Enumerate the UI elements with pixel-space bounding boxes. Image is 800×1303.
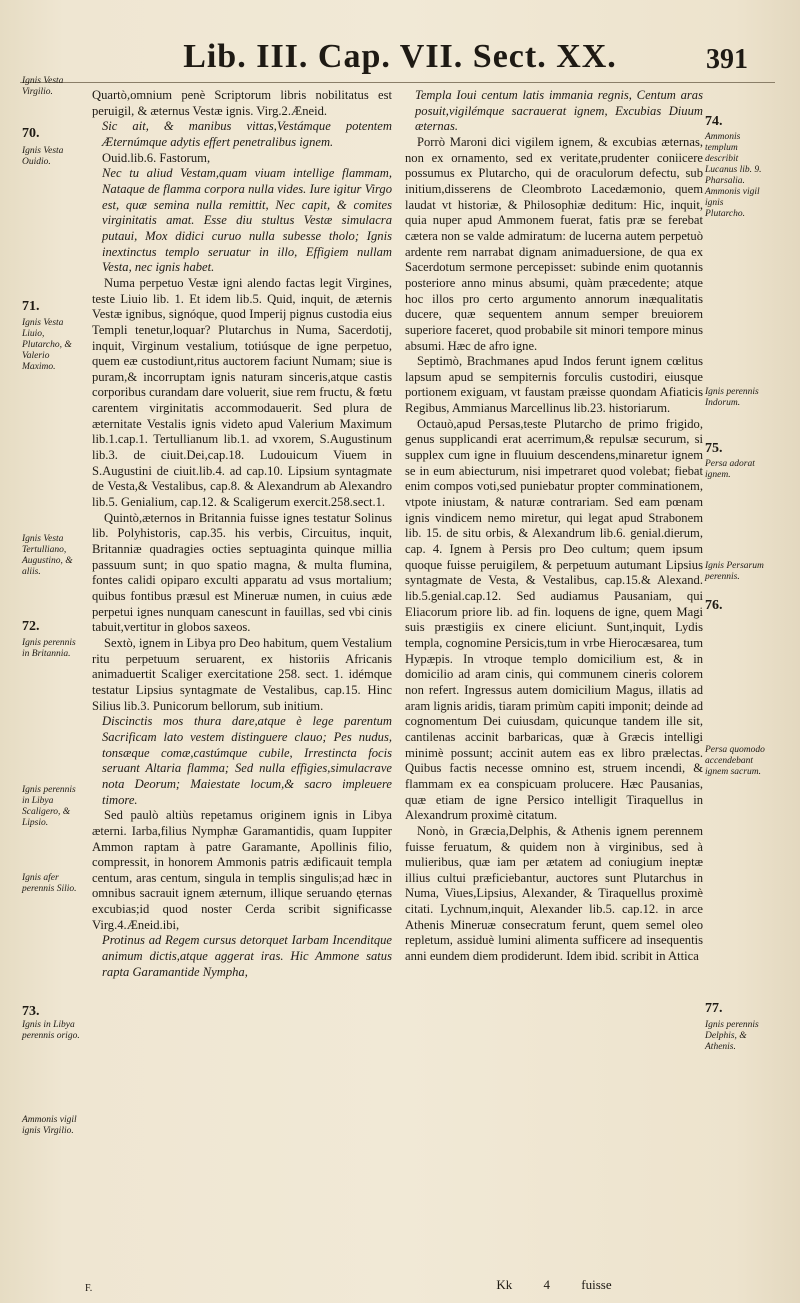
paragraph: Octauò,apud Persas,teste Plutarcho de primo frigido, genus supplicandi erat acerrimum,& repulsæ securum, si supplex cum igne in fluuium descendens,minaretur ignem se in eum abiecturum, nisi impetraret quod volebat; fiebat enim compos voti,sed puniebatur propter comminationem, vtpote iniustam, & naturæ contrariam. Sed eam pœnam ignis vindicem nemo miretur, qui legat apud Strabonem lib. 15. de situ orbis, & Alexandrum lib.6. genial.dierum, cap. 4. Ignem à Persis pro Deo cultum; quem ipsum quoque fuisse peruigilem, & perpetuum autumant Lipsius syntagmate de Vesta, & Vestalibus, cap.15.& Alexand. lib.5.genial.cap.12. Sed audiamus Pausaniam, qui Eliacorum priore lib. ad fin. loquens de igne, quem Magi suis præstigiis ex cinere eliciunt. Sunt,inquit, Lydis templa, cognomine Persicis,tum in vrbe Hierocæsarea, tum Hypæpis. In vtroque templo domicilium est, & in domicilio ad aram cinis, qui communem cineris colorem non refert. Ingressus autem domicilium Magus, illatis ad aram lignis aridis, tiaram primùm capiti imponit; deinde ad cognomentum Dei cuiusdam, quicunque tandem ille sit, cantilenas accinit barbaricas, quæ à Græcis intelligi minimè possunt; accinit autem eas ex libro prælectas. Quibus factis necesse omnino est, struem incendi, & flammam ex ea conspicuam prolucere. Hæc Pausanias, quæ etiam de igne Persico intelligit Tiraquellus in Alexandrum proximè citatum. bbox=[405, 416, 703, 823]
verse-quote: Sic ait, & manibus vittas,Vestámque potentem Æternúmque adytis effert penetralibus ignem. bbox=[102, 119, 392, 149]
margin-section-number: 73. bbox=[22, 1004, 40, 1019]
margin-note: Persa adorat ignem. bbox=[705, 459, 755, 480]
paragraph: Septimò, Brachmanes apud Indos ferunt ignem cœlitus lapsum apud se sempiternis forculis custodiri, eiusque portionem exiguam, vt faustam præisse quondam Afiaticis Regibus, Ammianus Marcellinus lib.23. historiarum. bbox=[405, 354, 703, 416]
margin-section-number: 76. bbox=[705, 598, 723, 613]
paragraph: Ouid.lib.6. Fastorum, bbox=[102, 150, 211, 165]
margin-note: Ignis perennis Delphis, & Athenis. bbox=[705, 1020, 759, 1052]
margin-note: Ignis afer perennis Silio. bbox=[22, 873, 77, 894]
verse-quote: Templa Ioui centum latis immania regnis, Centum aras posuit,vigilémque sacrauerat ignem, Excubias Diuum æternas. bbox=[415, 88, 703, 134]
header-rule bbox=[20, 82, 775, 83]
margin-note: Ignis perennis Indorum. bbox=[705, 387, 759, 408]
running-title: Lib. III. Cap. VII. Sect. XX. bbox=[183, 38, 617, 75]
signature-mark: Kk bbox=[496, 1277, 513, 1292]
verse-quote: Nec tu aliud Vestam,quam viuam intellige flammam, Nataque de flamma corpora nulla vides. Iure igitur Virgo est, quæ semina nulla remittit, Nec capit, & comites virginitatis amat. Esse diu stultus Vestæ simulacra putaui, Mox didici curuo nulla subesse tholo; Ignis inextinctus templo seruatur in illo, Effigiem nullam Vesta, nec ignis habet. bbox=[102, 166, 392, 275]
margin-note: Ignis in Libya perennis origo. bbox=[22, 1020, 80, 1041]
margin-section-number: 71. bbox=[22, 299, 40, 314]
paragraph: Sextò, ignem in Libya pro Deo habitum, quem Vestalium ritu perpetuum seruarent, ex historiis Africanis animaduertit Scaliger exercitatione 258. sect. 1. idémque testatur Lipsius syntagmate de Vestalibus, cap.15. Hinc Silius lib.3. Punicorum bellorum, sub initium. bbox=[92, 635, 392, 713]
margin-note: Ammonis vigil ignis Virgilio. bbox=[22, 1115, 77, 1136]
right-text-column bbox=[405, 88, 703, 965]
verse-quote: Discinctis mos thura dare,atque è lege parentum Sacrificam lato vestem distinguere clauo; Pes nudus, tonsæque comæ,castúmque cubile, Irrestincta focis seruant Altaria flamma; Sed nulla effigies,simulacrave nota Deorum; Maiestate locum,& sacro impleuere timore. bbox=[102, 714, 392, 807]
paragraph: Numa perpetuo Vestæ igni alendo factas legit Virgines, teste Liuio lib. 1. Et idem lib.5. Quid, inquit, de æternis Vestæ ignibus, signóque, quod Imperij pignus custodia eius Templi tenetur,loquar? Plutarchus in Numa, Sacerdotij, inquit, Virginum vestalium, totiúsque de igne perpetuo, quem eæ custodiunt,ritus auctorem faciunt Numam; siue is puram,& incorruptam ignis naturam sinceris,atque castis corporibus curandam dare voluerit, siue rem fructu, & fœtu carentem virginitatis accommodauerit. Sed plura de æternitate Vestalis ignis videto apud Valerium Maximum lib.1.cap.1. Tertullianum lib.1. ad vxorem, S.Augustinum lib.3. de ciuit.Dei,cap.18. Ludouicum Viuem in S.Augustini de ciuit.lib.4. ad cap.10. Lipsium syntagmate de Vesta,& Vestalibus, cap.8. & Alexandrum ab Alexandro lib.5. Genialium, cap.12. & Scaligerum exercit.258.sect.1. bbox=[92, 275, 392, 510]
signature-number: 4 bbox=[543, 1277, 551, 1292]
margin-section-number: 72. bbox=[22, 619, 40, 634]
left-text-column bbox=[92, 88, 392, 980]
margin-note: Ammonis templum describit Lucanus lib. 9. Pharsalia. bbox=[705, 132, 762, 186]
margin-section-number: 74. bbox=[705, 114, 723, 129]
paragraph: Quartò,omnium penè Scriptorum libris nobilitatus est peruigil, & æternus Vestæ ignis. Virg.2.Æneid. bbox=[92, 88, 392, 118]
right-margin-notes bbox=[705, 0, 775, 1303]
running-header bbox=[0, 38, 800, 78]
margin-note: Ignis perennis in Britannia. bbox=[22, 638, 76, 659]
paragraph: Quintò,æternos in Britannia fuisse ignes testatur Solinus lib. Polyhistoris, cap.35. his verbis, Circuitus, inquit, Britanniæ quadragies octies septuaginta quinque millia passuum sunt; in quo spatio magna, & multa flumina, fontes calidi opiparo exculti apparatu ad vsus mortalium; quibus fontibus præsul est Mineruæ numen, in cuius æde perpetui ignes nunquam canescunt in fauillas, sed vbi cinis tabuit,vertitur in globos saxeos. bbox=[92, 510, 392, 635]
margin-note: Ignis perennis in Libya Scaligero, & Lipsio. bbox=[22, 785, 76, 828]
signature-line bbox=[405, 1277, 703, 1293]
margin-note: Ignis Vesta Tertulliano, Augustino, & aliis. bbox=[22, 534, 73, 577]
paragraph: Sed paulò altiùs repetamus originem ignis in Libya æterni. Iarba,filius Nymphæ Garamantidis, quam Iuppiter Ammon raptam à patre Garamante, Apollinis filio, compressit, in honorem Ammonis patris ædificauit templa centum, aras centum, singula in templis singulis;ad hæc in omnibus sacrauit ignem æternum, illique seruando ęternas excubias;id quod noster Cerda scribit significasse Virg.4.Æneid.ibi, bbox=[92, 808, 392, 932]
paragraph: Porrò Maroni dici vigilem ignem, & excubias æternas, non ex ornamento, sed ex veritate,prudenter coniicere possumus ex Plutarcho, qui de oraculorum defectu, sub initium,disserens de Cleombroto Lacedæmonio, quem laudat vt historiæ, & Philosophiæ deditum: Hic, inquit, quia nuper apud Ammonem fuerat, fatis præ se ferebat cætera non se valde admiratum: de lucerna autem perpetuò ardente rem narrabat dignam animaduersione, de qua ex Sacerdotum sermone percepisset: subinde enim quotannis posteriore anno minus absumi, quàm præcedente; atque hoc illos pro certo argumento annorum inæqualitatis ducere, quæ sequentem annum semper breuiorem superiore faceret, quod probabile sit minori tempore minus absumi. Hæc de afro igne. bbox=[405, 134, 703, 353]
margin-section-number: 75. bbox=[705, 441, 723, 456]
margin-note: Ignis Persarum perennis. bbox=[705, 561, 764, 582]
margin-note: Ammonis vigil ignis Plutarcho. bbox=[705, 187, 760, 219]
printer-mark: F. bbox=[85, 1283, 93, 1294]
paragraph: Nonò, in Græcia,Delphis, & Athenis ignem perennem fuisse feruatum, & quidem non à virginibus, sed à mulieribus, quæ iam per ætatem ad coniugium ineptæ illius cultui præficiebantur, auctores sunt Plutarchus in Numa, Viues,Lipsius, Alexander, & Tiraquellus proximè citati. Lychnum,inquit, Alexander lib.5. cap.12. in arce Athenis Mineruæ consecratum ferunt, quem semel oleo repletum, assiduè lumini alimenta sufficere ad insequentis anni eundem diem prodiderunt. Idem ibid. scribit in Attica bbox=[405, 823, 703, 964]
margin-section-number: 77. bbox=[705, 1001, 723, 1016]
margin-note: Ignis Vesta Liuio, Plutarcho, & Valerio Maximo. bbox=[22, 318, 72, 372]
verse-quote: Protinus ad Regem cursus detorquet Iarbam Incenditque animum dictis,atque aggerat iras. Hic Ammone satus rapta Garamantide Nympha, bbox=[102, 933, 392, 979]
margin-note: Persa quomodo accendebant ignem sacrum. bbox=[705, 745, 765, 777]
margin-note: Ignis Vesta Virgilio. bbox=[22, 76, 64, 97]
page-number: 391 bbox=[706, 44, 748, 75]
catchword: fuisse bbox=[581, 1277, 612, 1292]
left-margin-notes bbox=[22, 0, 84, 1303]
margin-note: Ignis Vesta Ouidio. bbox=[22, 146, 64, 167]
margin-section-number: 70. bbox=[22, 126, 40, 141]
